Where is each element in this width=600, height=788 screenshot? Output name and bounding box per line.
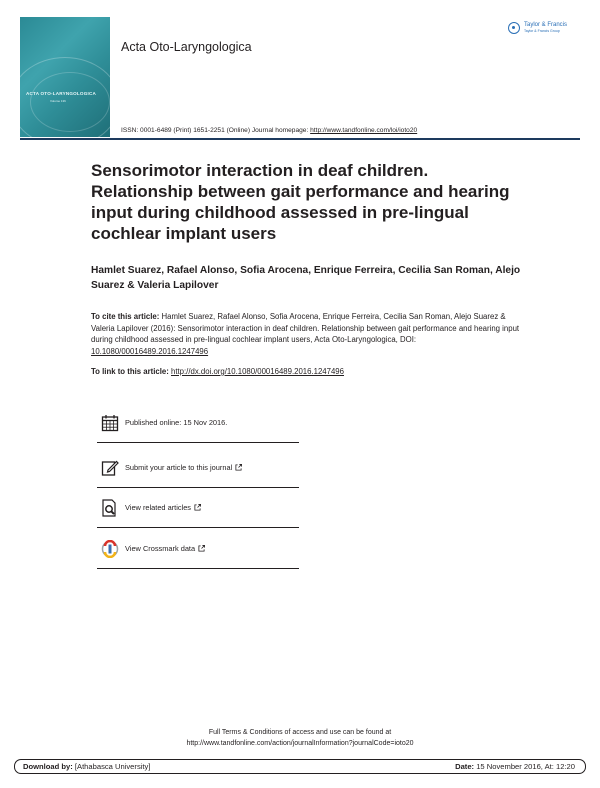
article-title: Sensorimotor interaction in deaf children. Relationship between gait performance and hearing input during childhood assessed in pre-lingual cochlear implant users	[91, 161, 510, 243]
terms-url-link[interactable]: http://www.tandfonline.com/action/journalInformation?journalCode=ioto20	[186, 740, 414, 747]
document-search-icon	[101, 499, 119, 517]
external-link-icon	[198, 545, 205, 552]
citation-doi-link[interactable]: 10.1080/00016489.2016.1247496	[91, 346, 209, 356]
article-link-label: To link to this article:	[91, 367, 171, 376]
cover-title: ACTA OTO-LARYNGOLOGICA	[26, 91, 96, 96]
downloaded-by-label: Download by:	[23, 762, 73, 771]
published-online-row	[97, 403, 299, 443]
crossmark-link[interactable]: View Crossmark data	[125, 544, 196, 553]
cover-subtitle: Volume 136	[50, 99, 66, 103]
published-online-text: Published online: 15 Nov 2016.	[125, 418, 228, 427]
external-link-icon	[194, 504, 201, 511]
article-authors: Hamlet Suarez, Rafael Alonso, Sofia Arocena, Enrique Ferreira, Cecilia San Roman, Alejo Suarez & Valeria Lapilover	[91, 265, 521, 291]
external-link-icon	[235, 464, 242, 471]
crossmark-row[interactable]	[97, 529, 299, 569]
submit-article-link[interactable]: Submit your article to this journal	[125, 463, 233, 472]
citation-label: To cite this article:	[91, 312, 160, 321]
publisher-tagline: Taylor & Francis Group	[524, 29, 560, 34]
journal-cover-image	[20, 17, 110, 137]
publisher-logo[interactable]	[508, 18, 588, 38]
submit-article-row[interactable]	[97, 448, 299, 488]
issn-text: ISSN: 0001-6489 (Print) 1651-2251 (Online) Journal homepage:	[121, 127, 311, 134]
downloaded-by	[23, 760, 150, 773]
header-divider	[20, 138, 580, 140]
article-link-block	[91, 366, 531, 377]
publisher-name: Taylor & Francis	[524, 22, 568, 29]
edit-icon	[101, 459, 119, 477]
terms-line: Full Terms & Conditions of access and use can be found at	[208, 729, 392, 736]
download-date-label: Date:	[455, 762, 475, 771]
publisher-logo-icon	[508, 22, 520, 34]
citation-text: Hamlet Suarez, Rafael Alonso, Sofia Arocena, Enrique Ferreira, Cecilia San Roman, Alejo Suarez & Valeria Lapilover (2016): Sensorimotor interaction in deaf children. Relationship between gait performance and hearing input during childhood assessed in pre-lingual cochlear implant users, Acta Oto-Laryngologica, DOI:	[91, 312, 520, 344]
related-articles-link[interactable]: View related articles	[125, 503, 191, 512]
terms-note	[0, 727, 600, 749]
article-doi-url[interactable]: http://dx.doi.org/10.1080/00016489.2016.1247496	[171, 367, 344, 376]
calendar-icon	[101, 414, 119, 432]
journal-title: Acta Oto-Laryngologica	[121, 40, 252, 54]
crossmark-icon	[101, 540, 119, 558]
download-info-bar	[14, 759, 586, 774]
downloaded-by-value: [Athabasca University]	[72, 762, 151, 771]
citation-block	[91, 311, 531, 357]
download-date	[455, 760, 575, 773]
download-date-value: 15 November 2016, At: 12:20	[474, 762, 575, 771]
journal-homepage-link[interactable]: http://www.tandfonline.com/loi/ioto20	[310, 127, 418, 134]
cover-decoration	[30, 72, 110, 132]
related-articles-row[interactable]	[97, 488, 299, 528]
issn-line	[121, 127, 417, 134]
